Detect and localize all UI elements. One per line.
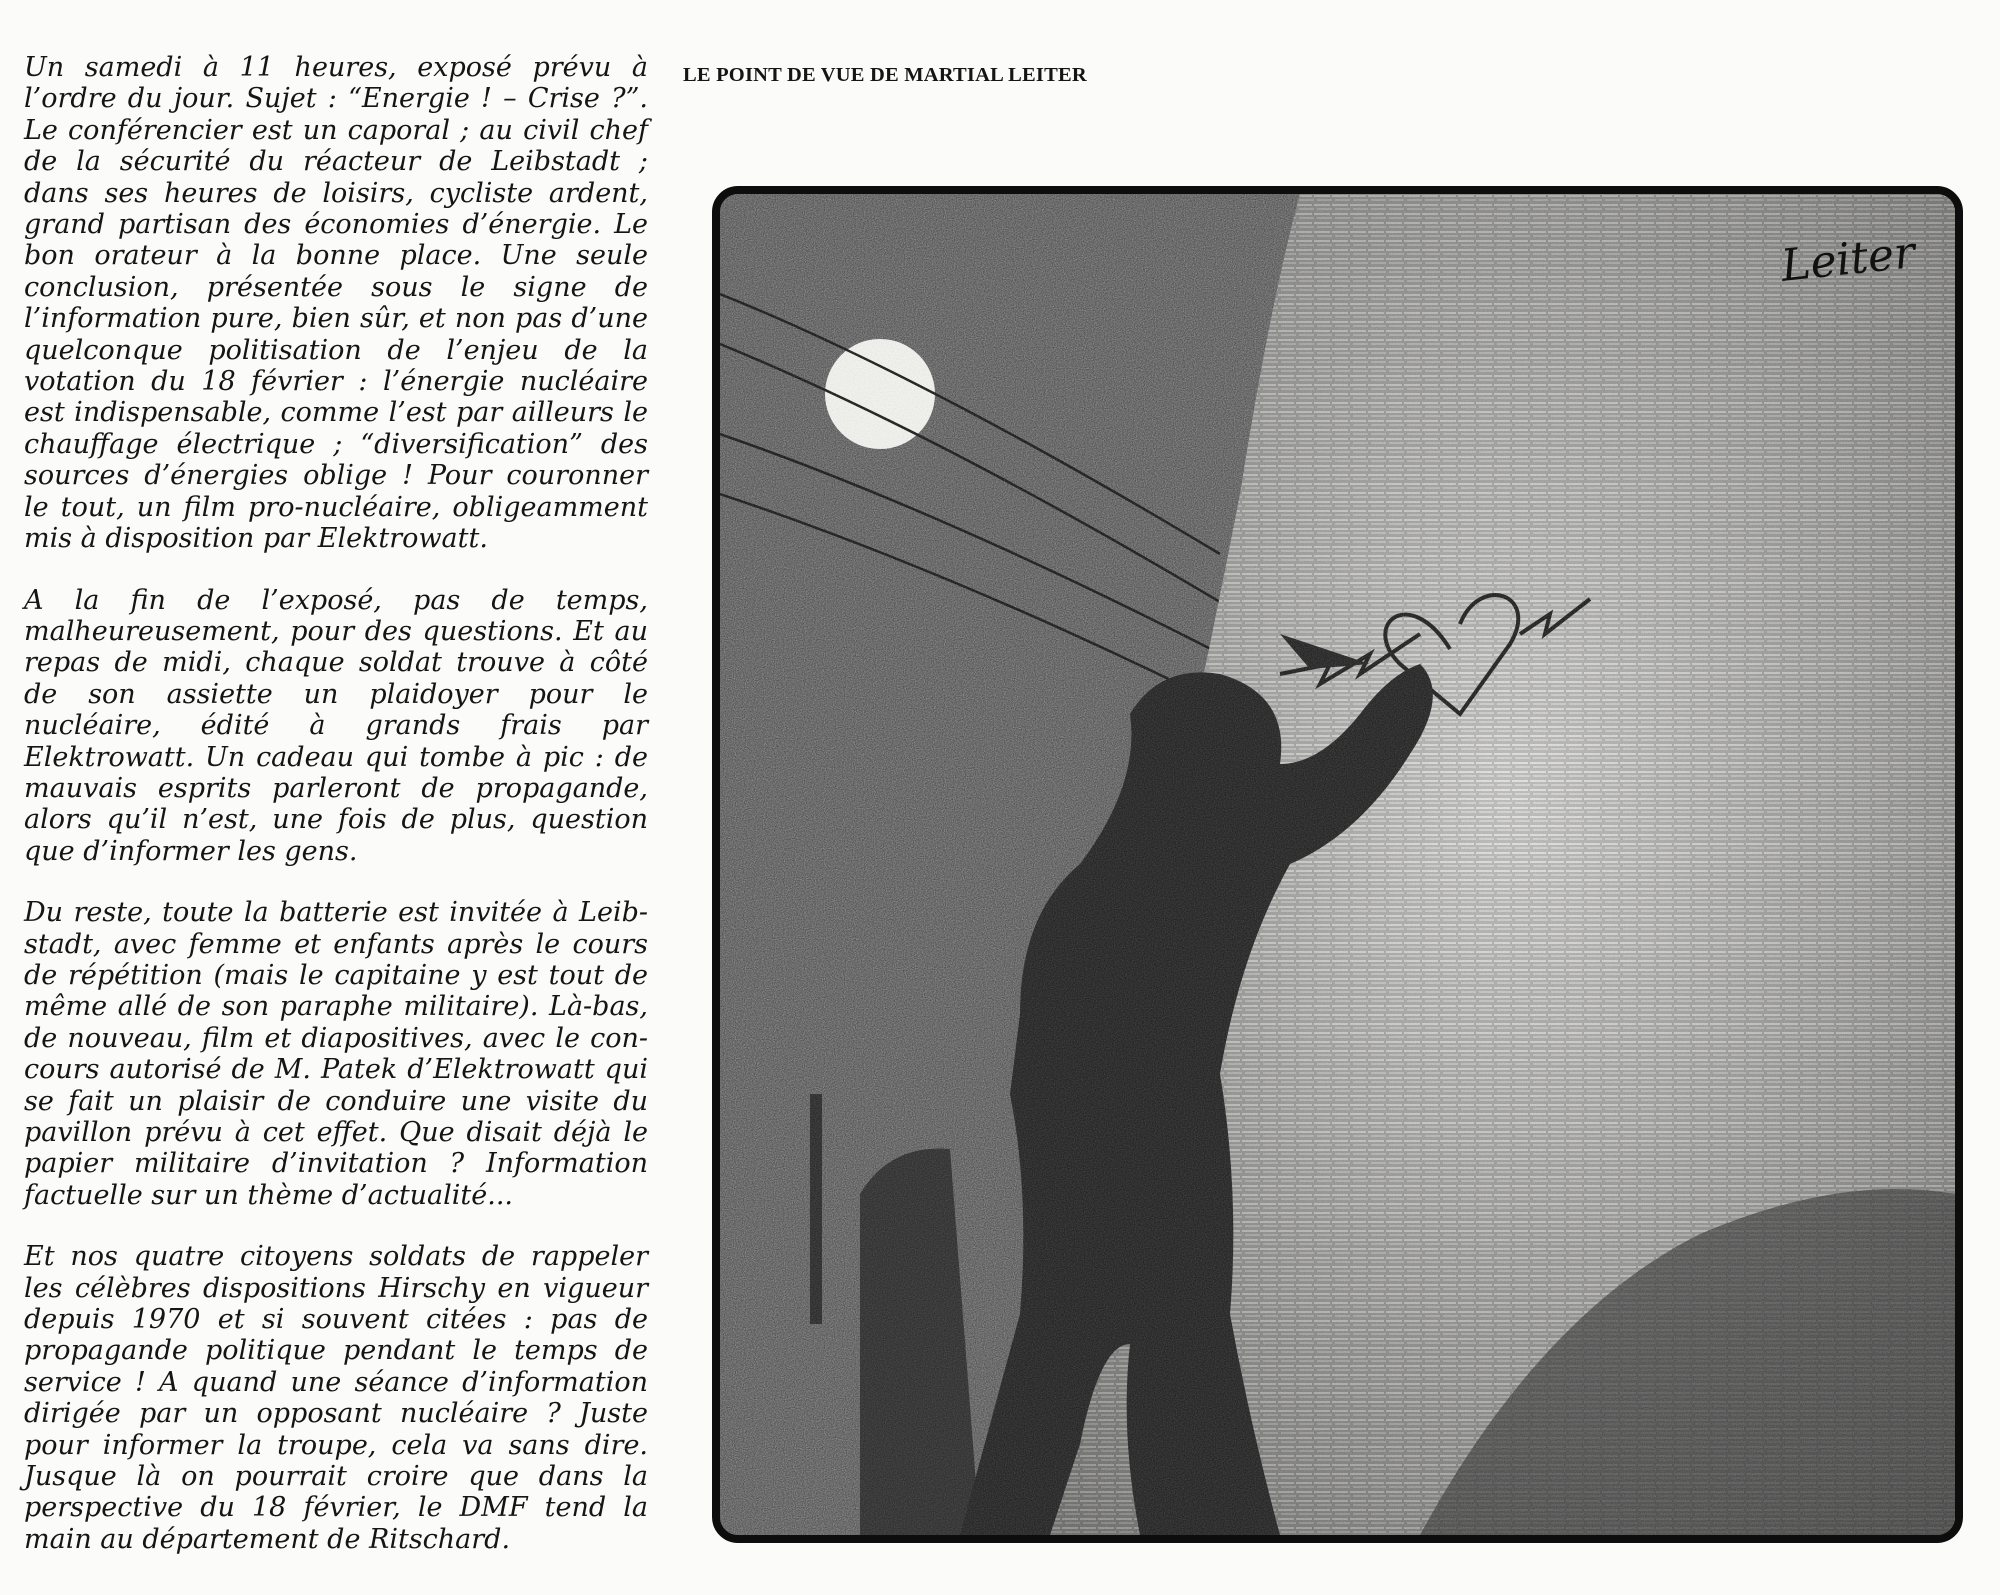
artist-signature: Leiter — [1778, 227, 1918, 292]
article-paragraph-3: Du reste, toute la batterie est invitée à Leibstadt, avec femme et enfants après le cours de répétition (mais le capitaine y est tout de même allé de son paraphe militaire). Là-bas, de nouveau, film et diapositives, avec le concours autorisé de M. Patek d’Elektrowatt qui se fait un plaisir de conduire une visite du pavillon prévu à cet effet. Que disait déjà le papier militaire d’invitation ? Information factuelle sur un thème d’actualité... — [24, 897, 648, 1211]
article-paragraph-2: A la fin de l’exposé, pas de temps, malheureusement, pour des questions. Et au repas de midi, chaque soldat trouve à côté de son assiette un plaidoyer pour le nucléaire, édité à grands frais par Elektrowatt. Un cadeau qui tombe à pic : de mauvais esprits parleront de propagande, alors qu’il n’est, une fois de plus, question que d’informer les gens. — [24, 584, 648, 867]
article-column — [24, 52, 648, 1585]
cartoon-illustration — [712, 186, 1963, 1543]
illustration-heading: LE POINT DE VUE DE MARTIAL LEITER — [683, 64, 1087, 86]
cartoon-drawing — [720, 194, 1955, 1535]
article-paragraph-1: Un samedi à 11 heures, exposé prévu à l’ordre du jour. Sujet : “Energie ! – Crise ?”. Le conférencier est un caporal ; au civil chef de la sécurité du réacteur de Leibstadt ; dans ses heures de loisirs, cycliste ardent, grand partisan des économies d’énergie. Le bon orateur à la bonne place. Une seule conclusion, présentée sous le signe de l’information pure, bien sûr, et non pas d’une quelconque politisation de l’enjeu de la votation du 18 février : l’énergie nucléaire est indispensable, comme l’est par ailleurs le chauffage électrique ; “diversification” des sources d’énergies oblige ! Pour couronner le tout, un film pro-nucléaire, obligeamment mis à disposition par Elektrowatt. — [24, 52, 648, 555]
article-paragraph-4: Et nos quatre citoyens soldats de rappeler les célèbres dispositions Hirschy en vigueur depuis 1970 et si souvent citées : pas de propagande politique pendant le temps de service ! A quand une séance d’information dirigée par un opposant nucléaire ? Juste pour informer la troupe, cela va sans dire. Jusque là on pourrait croire que dans la perspective du 18 février, le DMF tend la main au département de Ritschard. — [24, 1241, 648, 1555]
